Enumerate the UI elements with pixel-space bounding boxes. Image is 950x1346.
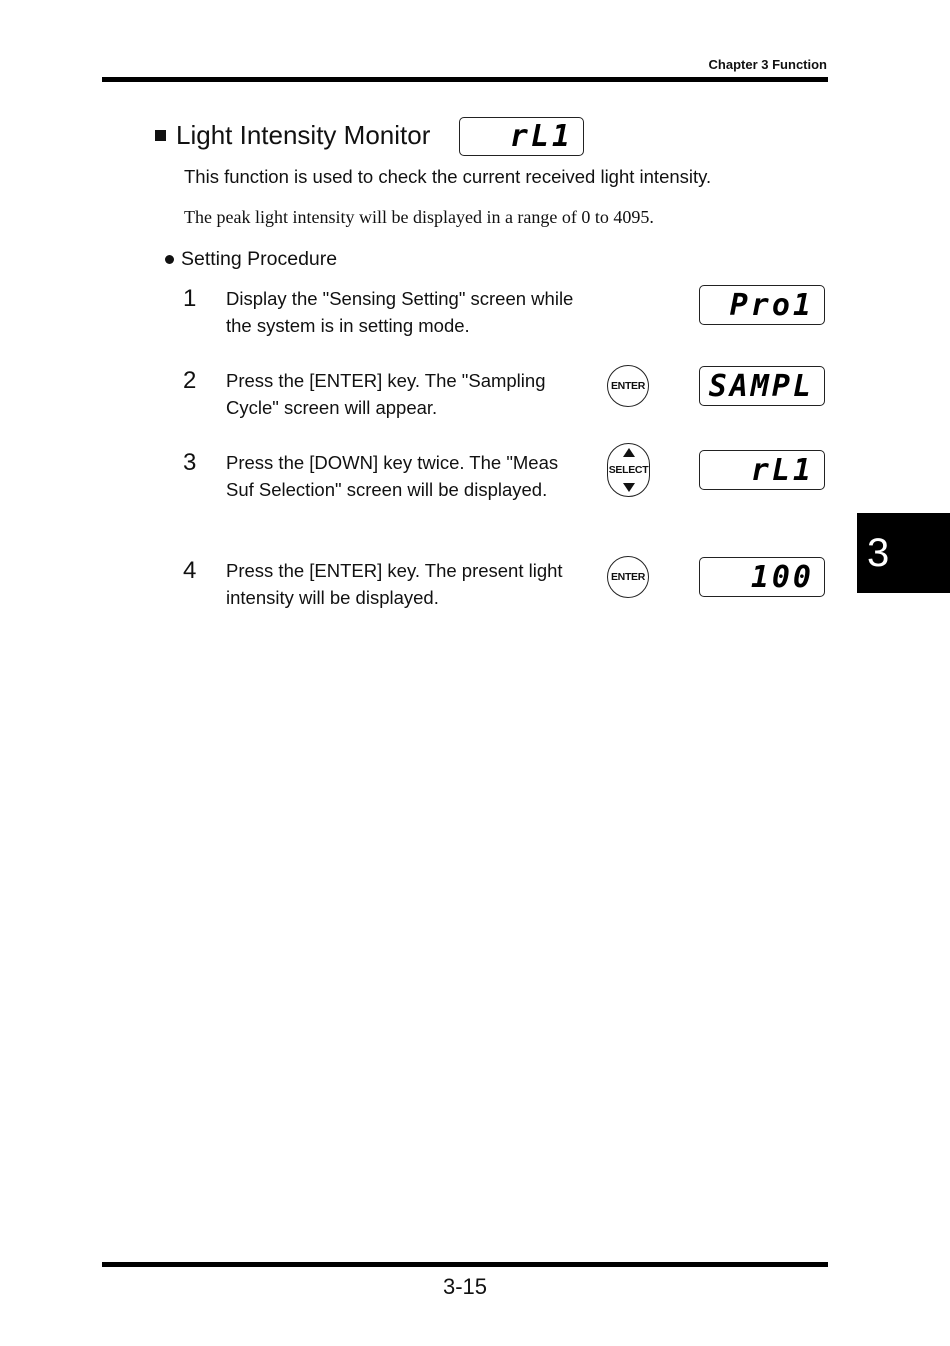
step-4-number: 4 <box>183 557 197 584</box>
chapter-header: Chapter 3 Function <box>708 57 827 72</box>
procedure-title-text: Setting Procedure <box>181 248 338 270</box>
enter-key-icon <box>607 556 649 598</box>
up-arrow-icon <box>623 448 635 457</box>
step-1-text: Display the "Sensing Setting" screen while the system is in setting mode. <box>226 288 574 336</box>
enter-key-label: ENTER <box>610 571 646 583</box>
section-title-text: Light Intensity Monitor <box>176 120 431 150</box>
enter-key-label: ENTER <box>610 380 646 392</box>
page-number: 3-15 <box>442 1274 488 1299</box>
section-lcd-display: rL1 <box>459 117 584 156</box>
select-key-label: SELECT <box>608 464 649 476</box>
down-arrow-icon <box>623 483 635 492</box>
square-bullet-icon <box>155 130 166 141</box>
step-2-text: Press the [ENTER] key. The "Sampling Cycle" screen will appear. <box>226 370 546 418</box>
step-1-number: 1 <box>183 285 197 312</box>
step-1-lcd-display: Pro1 <box>699 285 825 325</box>
footer-rule <box>102 1262 828 1267</box>
step-2-lcd-display: SAMPL <box>699 366 825 406</box>
intro-line-1: This function is used to check the current received light intensity. <box>184 166 712 187</box>
step-3-number: 3 <box>183 449 197 476</box>
step-4-text: Press the [ENTER] key. The present light intensity will be displayed. <box>226 560 563 608</box>
procedure-title <box>165 248 337 271</box>
select-key-icon <box>607 443 650 497</box>
dot-bullet-icon <box>165 255 174 264</box>
header-rule <box>102 77 828 82</box>
section-title <box>155 120 430 151</box>
intro-line-2: The peak light intensity will be displayed in a range of 0 to 4095. <box>184 207 654 227</box>
enter-key-icon <box>607 365 649 407</box>
chapter-tab: 3 <box>857 513 950 593</box>
step-3-text: Press the [DOWN] key twice. The "Meas Suf Selection" screen will be displayed. <box>226 452 559 500</box>
step-3-lcd-display: rL1 <box>699 450 825 490</box>
step-4-lcd-display: 100 <box>699 557 825 597</box>
step-2-number: 2 <box>183 367 197 394</box>
